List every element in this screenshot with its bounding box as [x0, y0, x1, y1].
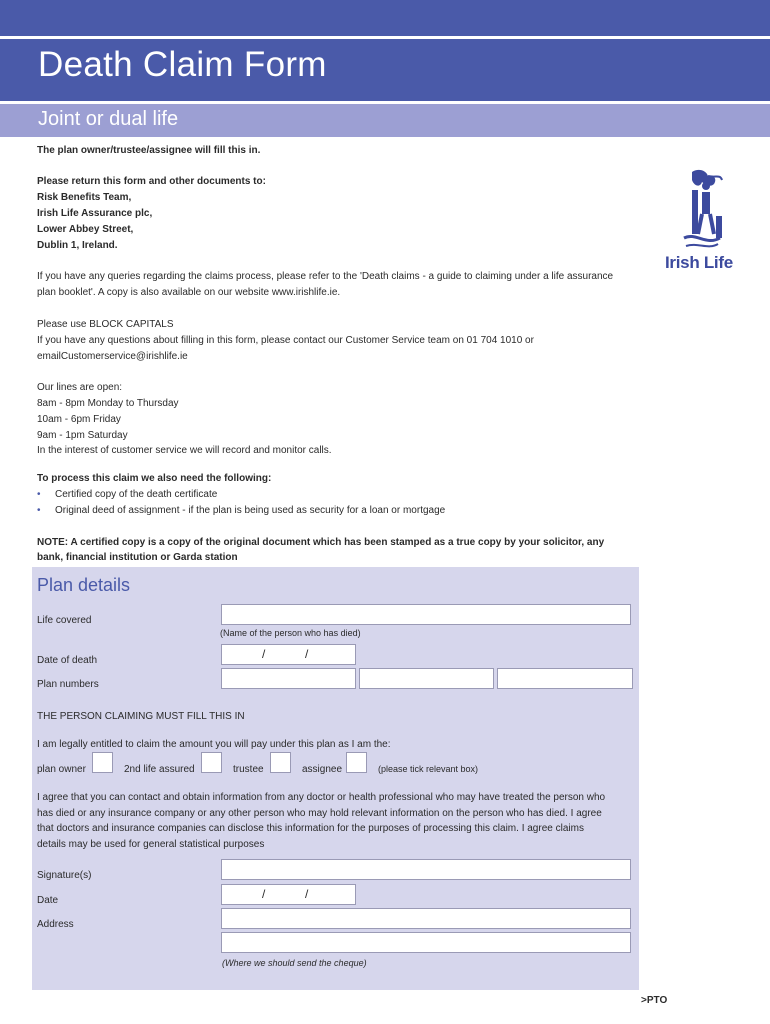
option-label: trustee: [233, 764, 264, 775]
option-label: assignee: [302, 764, 343, 775]
date-input[interactable]: [221, 884, 356, 905]
agreement-text: has died or any insurance company or any other person who may hold relevant information on the person who has died. I agree: [37, 808, 602, 819]
note-text: NOTE: A certified copy is a copy of the original document which has been stamped as a true copy by your solicitor, any: [37, 537, 605, 548]
address-line: Dublin 1, Ireland.: [37, 240, 118, 251]
who-fills-text: The plan owner/trustee/assignee will fill this in.: [37, 145, 261, 156]
need-item: Certified copy of the death certificate: [55, 489, 218, 500]
irish-life-logo-icon: [672, 168, 732, 250]
entitled-text: I am legally entitled to claim the amount you will pay under this plan as I am the:: [37, 739, 391, 750]
questions-email: emailCustomerservice@irishlife.ie: [37, 351, 188, 362]
plan-number-input-2[interactable]: [359, 668, 494, 689]
record-notice: In the interest of customer service we will record and monitor calls.: [37, 445, 332, 456]
logo-text: Irish Life: [665, 253, 733, 272]
return-heading: Please return this form and other documents to:: [37, 176, 266, 187]
page-subtitle: Joint or dual life: [38, 108, 179, 130]
note-text: bank, financial institution or Garda station: [37, 552, 238, 563]
address-line: Risk Benefits Team,: [37, 192, 132, 203]
need-item: Original deed of assignment - if the plan is being used as security for a loan or mortgage: [55, 505, 446, 516]
address-input-2[interactable]: [221, 932, 631, 953]
agreement-text: that doctors and insurance companies can disclose this information for the purposes of processing this claim. I agree claims: [37, 823, 584, 834]
tick-hint: (please tick relevant box): [378, 764, 479, 774]
date-separator: /: [305, 887, 309, 901]
queries-text: If you have any queries regarding the claims process, please refer to the 'Death claims - a guide to claiming under a life assurance: [37, 271, 614, 282]
claimant-heading: THE PERSON CLAIMING MUST FILL THIS IN: [37, 711, 245, 722]
second-life-assured-checkbox[interactable]: [201, 752, 222, 773]
hours-line: 10am - 6pm Friday: [37, 414, 121, 425]
signature-label: Signature(s): [37, 870, 92, 881]
bullet-icon: •: [37, 505, 41, 516]
life-covered-hint: (Name of the person who has died): [220, 628, 361, 638]
address-line: Lower Abbey Street,: [37, 224, 134, 235]
address-line: Irish Life Assurance plc,: [37, 208, 153, 219]
agreement-text: I agree that you can contact and obtain information from any doctor or health professional who may have treated the person who: [37, 792, 606, 803]
option-label: 2nd life assured: [124, 764, 195, 775]
plan-details-heading: Plan details: [37, 575, 131, 595]
option-label: plan owner: [37, 764, 86, 775]
trustee-checkbox[interactable]: [270, 752, 291, 773]
date-separator: /: [305, 647, 309, 661]
hours-line: 9am - 1pm Saturday: [37, 430, 128, 441]
hours-line: 8am - 8pm Monday to Thursday: [37, 398, 179, 409]
plan-numbers-label: Plan numbers: [37, 679, 99, 690]
date-separator: /: [262, 887, 266, 901]
lines-open-text: Our lines are open:: [37, 382, 123, 393]
plan-owner-checkbox[interactable]: [92, 752, 113, 773]
date-of-death-input[interactable]: [221, 644, 356, 665]
date-separator: /: [262, 647, 266, 661]
queries-text: plan booklet'. A copy is also available on our website www.irishlife.ie.: [37, 287, 341, 298]
life-covered-input[interactable]: [221, 604, 631, 625]
page-title: Death Claim Form: [38, 45, 327, 84]
bullet-icon: •: [37, 489, 41, 500]
date-of-death-label: Date of death: [37, 655, 98, 666]
pto-text: >PTO: [641, 995, 668, 1006]
agreement-text: details may be used for general statistical purposes: [37, 839, 265, 850]
plan-number-input-3[interactable]: [497, 668, 633, 689]
block-capitals-text: Please use BLOCK CAPITALS: [37, 319, 174, 330]
assignee-checkbox[interactable]: [346, 752, 367, 773]
signature-input[interactable]: [221, 859, 631, 880]
questions-text: If you have any questions about filling in this form, please contact our Customer Service team on 01 704 1010 or: [37, 335, 534, 346]
life-covered-label: Life covered: [37, 615, 92, 626]
need-heading: To process this claim we also need the following:: [37, 473, 272, 484]
date-label: Date: [37, 895, 59, 906]
address-label: Address: [37, 919, 74, 930]
address-input-1[interactable]: [221, 908, 631, 929]
plan-number-input-1[interactable]: [221, 668, 356, 689]
address-hint: (Where we should send the cheque): [222, 958, 367, 968]
top-band: [0, 0, 770, 36]
